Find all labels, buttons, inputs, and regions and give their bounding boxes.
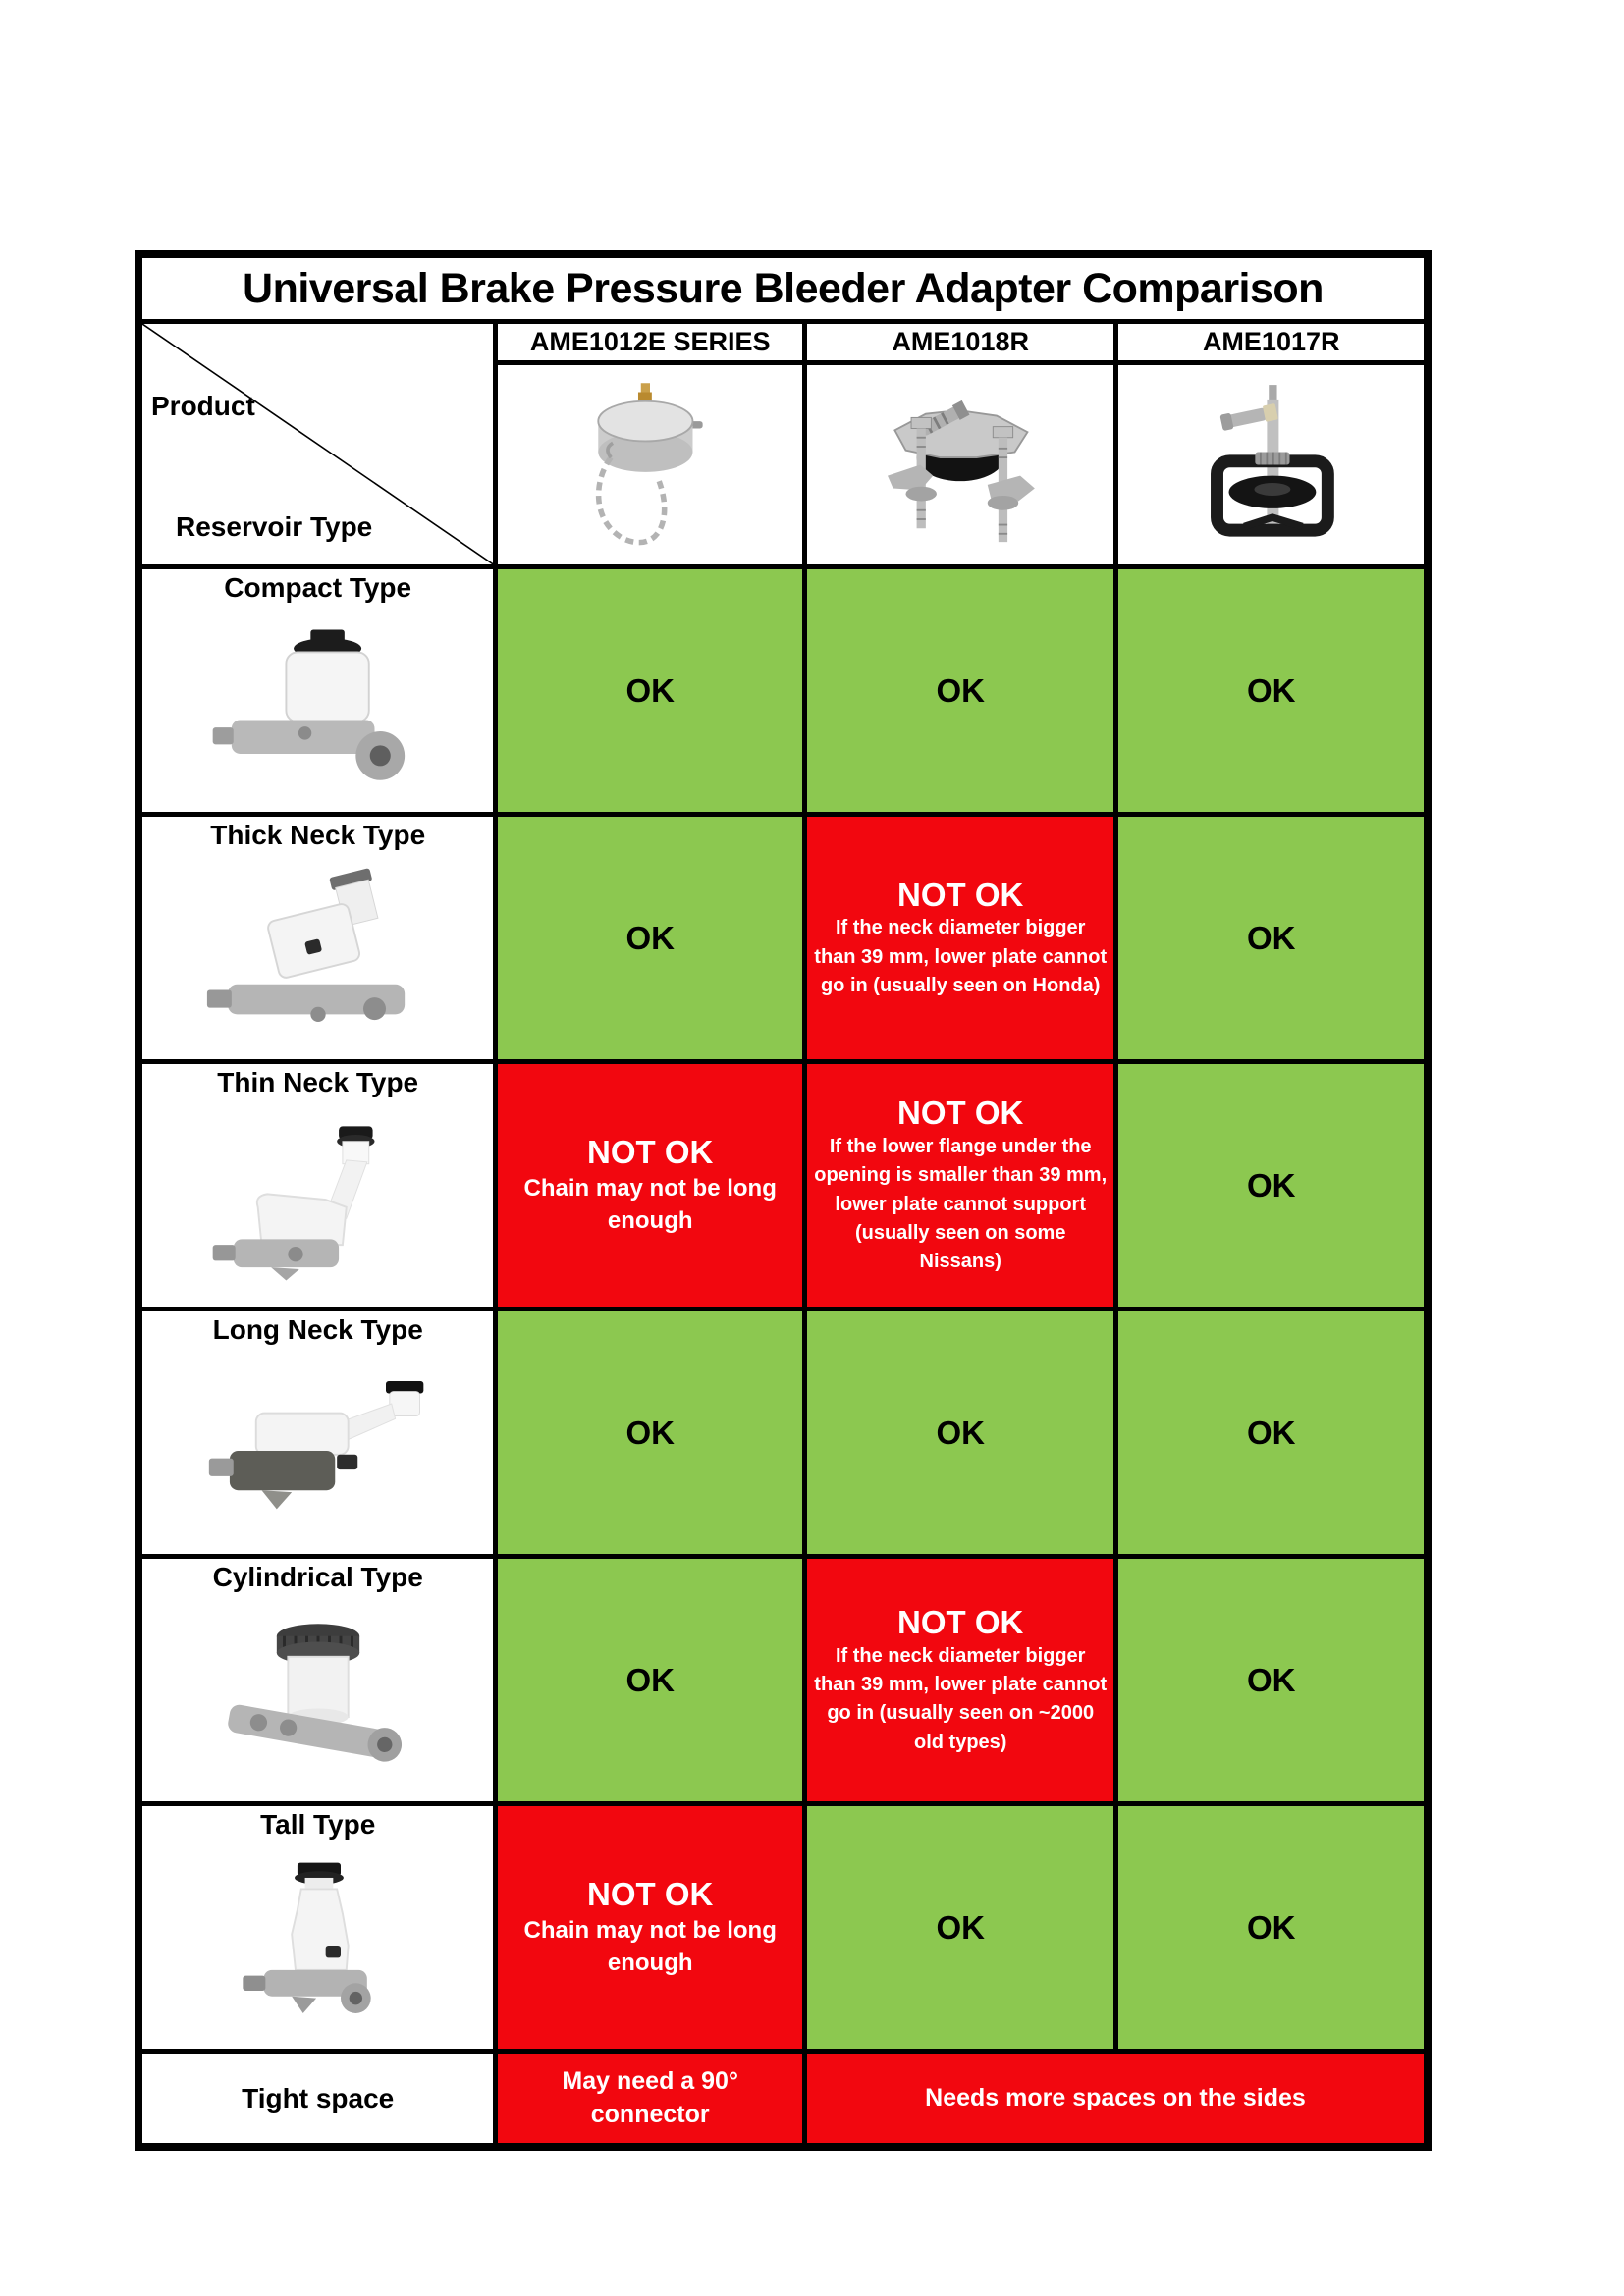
row-label: Long Neck Type [212, 1314, 423, 1345]
status-cell-longneck-ame1012e [498, 1311, 802, 1554]
reservoir-axis-label: Reservoir Type [176, 511, 373, 542]
long-neck-reservoir-photo [205, 1357, 431, 1543]
row-label: Thick Neck Type [210, 820, 426, 850]
tall-reservoir-photo [205, 1851, 431, 2038]
status-cell-compact-ame1017r [1118, 569, 1424, 812]
row-header-tight-space [142, 2054, 493, 2143]
product-name: AME1012E SERIES [529, 327, 771, 356]
status-text: OK [625, 919, 675, 956]
status-text: OK [625, 1661, 675, 1698]
product-header-ame1018r [807, 324, 1113, 360]
status-text: OK [1246, 1908, 1296, 1946]
status-text: NOT OK [587, 1876, 714, 1913]
product-header-ame1012e [498, 324, 802, 360]
status-cell-thinneck-ame1018r [807, 1064, 1113, 1307]
status-cell-cylindrical-ame1017r [1118, 1559, 1424, 1801]
status-text: OK [936, 671, 985, 709]
row-header-thin-neck-type [142, 1064, 493, 1307]
status-cell-longneck-ame1017r [1118, 1311, 1424, 1554]
status-text: NOT OK [897, 876, 1024, 913]
tight-space-cell-ame1018r-ame1017r [807, 2054, 1424, 2143]
status-text: NOT OK [587, 1134, 714, 1171]
page-title: Universal Brake Pressure Bleeder Adapter Comparison [243, 264, 1324, 312]
status-cell-tall-ame1012e [498, 1806, 802, 2049]
product-photo-cell-ame1017r [1118, 365, 1424, 564]
row-header-tall-type [142, 1806, 493, 2049]
status-text: NOT OK [897, 1095, 1024, 1132]
row-header-thick-neck-type [142, 817, 493, 1059]
status-text: NOT OK [897, 1603, 1024, 1640]
row-label: Thin Neck Type [217, 1067, 419, 1097]
status-cell-longneck-ame1018r [807, 1311, 1113, 1554]
status-detail: Chain may not be long enough [523, 1174, 777, 1235]
status-cell-compact-ame1018r [807, 569, 1113, 812]
product-photo-cell-ame1012e [498, 365, 802, 564]
status-cell-thickneck-ame1012e [498, 817, 802, 1059]
cylindrical-reservoir-photo [205, 1604, 431, 1790]
status-cell-cylindrical-ame1018r [807, 1559, 1113, 1801]
status-text: OK [625, 1414, 675, 1451]
status-cell-cylindrical-ame1012e [498, 1559, 802, 1801]
product-name: AME1017R [1202, 327, 1340, 356]
status-text: OK [936, 1414, 985, 1451]
status-detail: If the neck diameter bigger than 39 mm, lower plate cannot go in (usually seen on Honda) [814, 917, 1108, 996]
tight-space-note: Needs more spaces on the sides [925, 2083, 1306, 2111]
status-detail: If the neck diameter bigger than 39 mm, lower plate cannot go in (usually seen on ~2000 old types) [814, 1644, 1108, 1753]
status-detail: If the lower flange under the opening is smaller than 39 mm, lower plate cannot support (usually seen on some Nissans) [814, 1135, 1108, 1273]
row-header-long-neck-type [142, 1311, 493, 1554]
status-detail: Chain may not be long enough [523, 1916, 777, 1977]
row-header-compact-type [142, 569, 493, 812]
thick-neck-reservoir-photo [205, 862, 431, 1048]
row-label: Tight space [242, 2082, 395, 2113]
status-text: OK [625, 671, 675, 709]
row-header-cylindrical-type [142, 1559, 493, 1801]
row-label: Compact Type [224, 572, 412, 603]
product-header-ame1017r [1118, 324, 1424, 360]
status-cell-compact-ame1012e [498, 569, 802, 812]
status-text: OK [936, 1908, 985, 1946]
table-title-cell [142, 258, 1424, 319]
status-cell-thinneck-ame1017r [1118, 1064, 1424, 1307]
product-axis-label: Product [151, 391, 255, 421]
product-name: AME1018R [892, 327, 1029, 356]
status-cell-thinneck-ame1012e [498, 1064, 802, 1307]
tight-space-cell-ame1012e [498, 2054, 802, 2143]
compact-reservoir-photo [205, 614, 431, 801]
status-text: OK [1246, 1414, 1296, 1451]
status-cell-tall-ame1018r [807, 1806, 1113, 2049]
status-text: OK [1246, 1166, 1296, 1203]
status-cell-thickneck-ame1017r [1118, 817, 1424, 1059]
row-label: Cylindrical Type [212, 1562, 423, 1592]
comparison-table [135, 250, 1432, 2151]
status-cell-thickneck-ame1018r [807, 817, 1113, 1059]
product-photo-cell-ame1018r [807, 365, 1113, 564]
tight-space-note: May need a 90° connector [562, 2066, 738, 2128]
cap-and-chain-adapter-photo [557, 374, 743, 556]
corner-header-cell [142, 324, 493, 564]
thin-neck-reservoir-photo [205, 1109, 431, 1296]
row-label: Tall Type [260, 1809, 376, 1840]
status-text: OK [1246, 1661, 1296, 1698]
clamp-plate-adapter-photo [862, 374, 1058, 556]
c-frame-clamp-adapter-photo [1178, 374, 1365, 556]
status-text: OK [1246, 919, 1296, 956]
status-cell-tall-ame1017r [1118, 1806, 1424, 2049]
status-text: OK [1246, 671, 1296, 709]
